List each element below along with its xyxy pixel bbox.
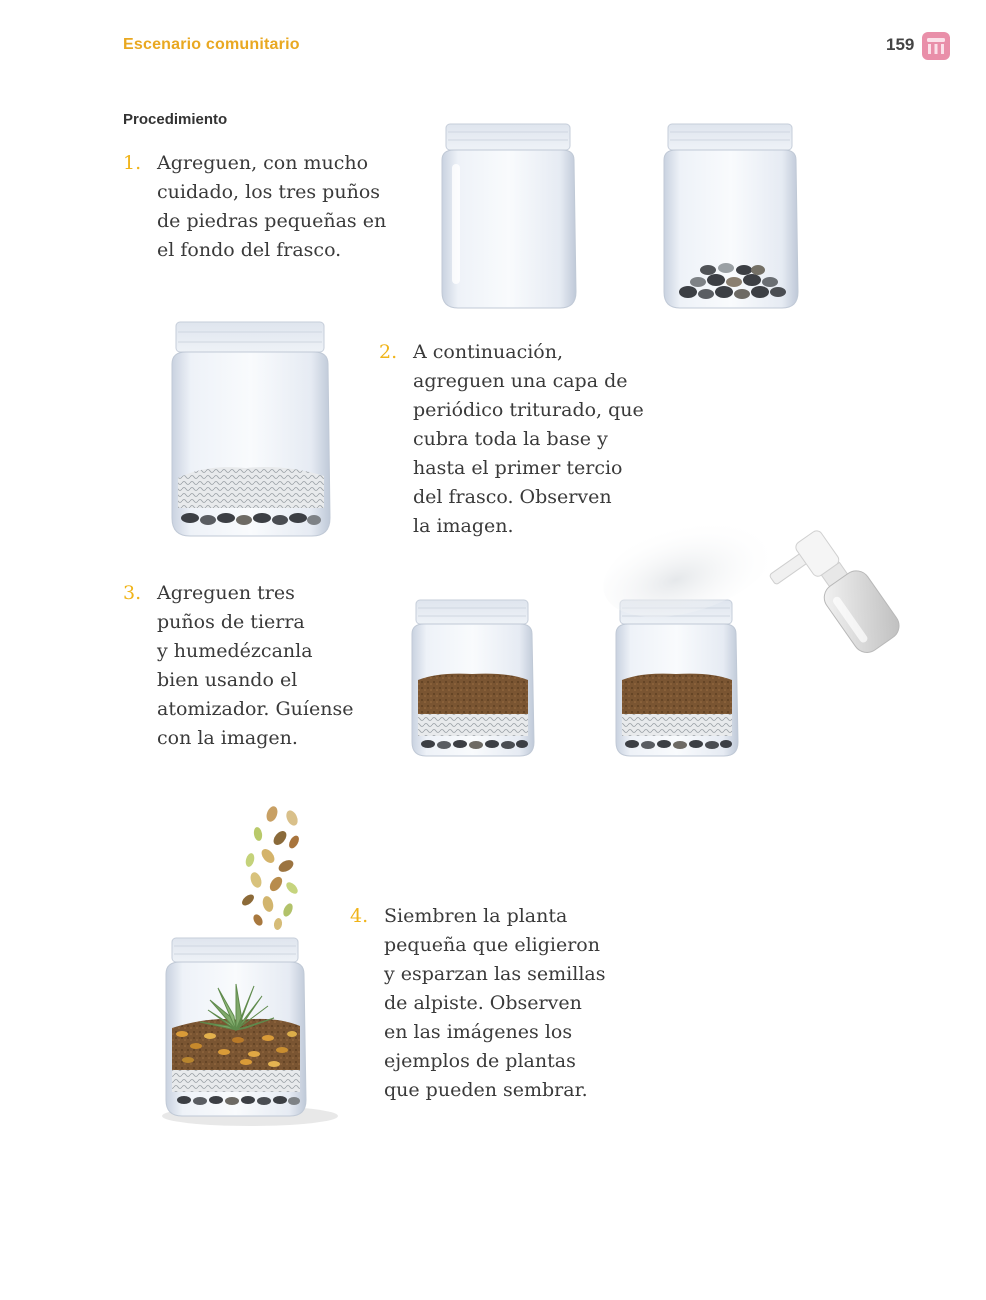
spray-bottle-image: [600, 486, 930, 656]
step-4: [350, 902, 644, 1105]
step-2-text: A continuación, agreguen una capa de periódico triturado, que cubra toda la base y hasta el primer tercio del frasco. Observen la imagen.: [413, 341, 644, 537]
section-title: Procedimiento: [123, 111, 228, 128]
scenario-header: Escenario comunitario: [123, 36, 300, 53]
soil-jar-image: [408, 596, 538, 761]
step-3-text: Agreguen tres puños de tierra y humedézcanla bien usando el atomizador. Guíense con la imagen.: [157, 582, 354, 749]
step-2-number: 2.: [379, 341, 398, 363]
falling-seeds-image: [228, 804, 308, 934]
empty-jar-image: [436, 120, 586, 315]
step-3-number: 3.: [123, 582, 142, 604]
paper-jar-image: [166, 318, 336, 543]
page-number: 159: [886, 35, 915, 54]
step-1-text: Agreguen, con mucho cuidado, los tres puños de piedras pequeñas en el fondo del frasco.: [157, 152, 387, 261]
step-4-text: Siembren la planta pequeña que eligieron y esparzan las semillas de alpiste. Observen en las imágenes los ejemplos de plantas que pueden sembrar.: [384, 905, 606, 1101]
stones-jar-image: [658, 120, 808, 315]
step-1: [123, 149, 417, 265]
step-4-number: 4.: [350, 905, 369, 927]
step-3: [123, 579, 397, 753]
plant-jar-image: [150, 934, 350, 1129]
scenario-icon: [922, 32, 950, 60]
step-1-number: 1.: [123, 152, 142, 174]
